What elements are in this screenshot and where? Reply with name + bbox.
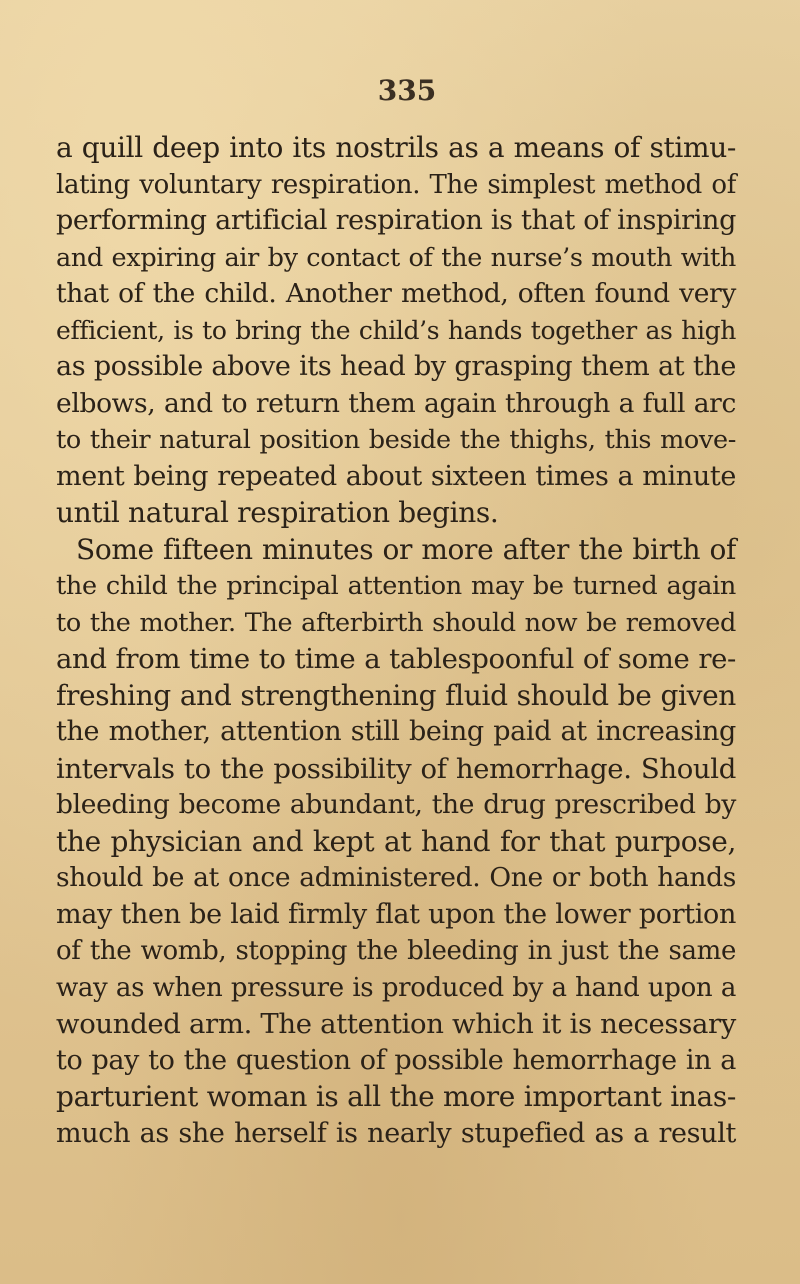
text-line: and expiring air by contact of the nurse’s mouth with xyxy=(56,242,736,273)
text-line: a quill deep into its nostrils as a means of stimu- xyxy=(56,131,736,164)
text-line: the child the principal attention may be turned again xyxy=(56,571,736,601)
page-number: 335 xyxy=(377,74,437,107)
text-line: efficient, is to bring the child’s hands together as high xyxy=(56,315,736,345)
text-line: the mother, attention still being paid at increasing xyxy=(56,716,736,747)
text-line: of the womb, stopping the bleeding in just the same xyxy=(56,936,736,966)
paragraph-start-line: Some fifteen minutes or more after the birth of xyxy=(76,532,736,566)
text-line: to the mother. The afterbirth should now be removed xyxy=(56,607,736,638)
text-line: should be at once administered. One or both hands xyxy=(56,862,736,893)
paragraph-end-line: until natural respiration begins. xyxy=(56,496,499,529)
text-line: ment being repeated about sixteen times a minute xyxy=(56,460,736,492)
text-line: and from time to time a tablespoonful of some re- xyxy=(56,643,736,675)
text-line: parturient woman is all the more important inas- xyxy=(56,1080,736,1113)
text-line: may then be laid firmly flat upon the lower portion xyxy=(56,898,736,930)
text-line: freshing and strengthening fluid should be given xyxy=(56,678,736,712)
text-line: that of the child. Another method, often found very xyxy=(56,278,736,309)
text-line: as possible above its head by grasping them at the xyxy=(56,351,736,382)
text-line: wounded arm. The attention which it is necessary xyxy=(56,1008,736,1040)
body-text xyxy=(56,130,736,1152)
text-line: to their natural position beside the thighs, this move- xyxy=(56,425,736,455)
text-line: bleeding become abundant, the drug prescribed by xyxy=(56,789,736,820)
text-line: lating voluntary respiration. The simplest method of xyxy=(56,169,736,200)
text-line: way as when pressure is produced by a hand upon a xyxy=(56,972,736,1003)
text-line: much as she herself is nearly stupefied as a result xyxy=(56,1117,736,1149)
text-line: to pay to the question of possible hemorrhage in a xyxy=(56,1044,736,1076)
text-line: performing artificial respiration is that of inspiring xyxy=(56,205,736,236)
text-line: the physician and kept at hand for that purpose, xyxy=(56,824,736,858)
text-line: elbows, and to return them again through a full arc xyxy=(56,387,736,419)
text-line: intervals to the possibility of hemorrhage. Should xyxy=(56,752,736,785)
